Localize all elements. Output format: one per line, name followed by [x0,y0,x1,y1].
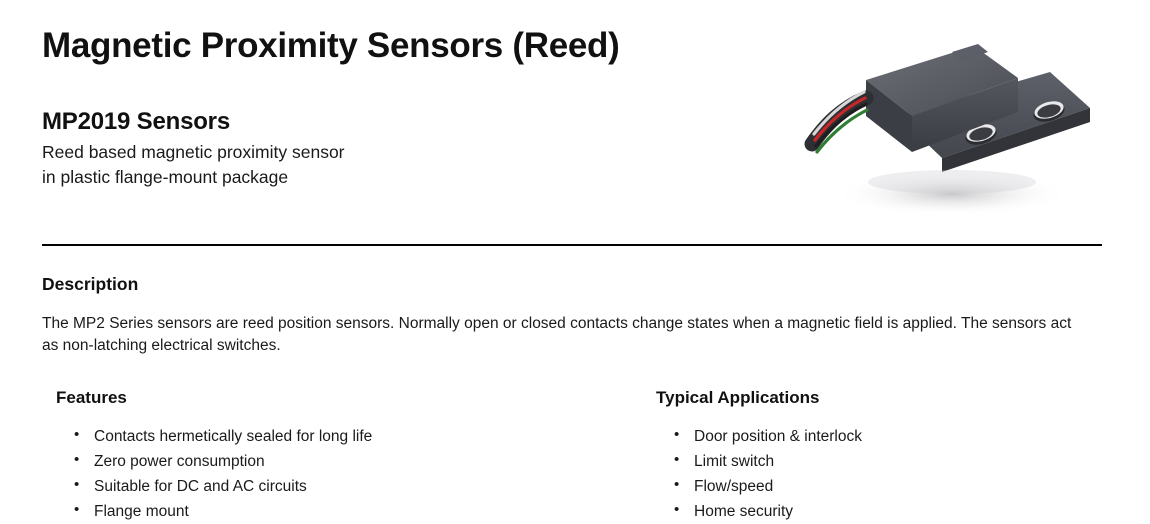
product-description-line-2: in plastic flange-mount package [42,167,289,188]
list-item: • Zero power consumption [56,449,656,474]
applications-list [656,424,1096,524]
description-text: The MP2 Series sensors are reed position sensors. Normally open or closed contacts change states when a magnetic field is applied. The sensors act as non-latching electrical switches. [42,315,1072,355]
list-item: • Suitable for DC and AC circuits [56,474,656,499]
list-item: • Contacts hermetically sealed for long life [56,424,656,449]
product-name: MP2019 Sensors [42,108,230,136]
features-applications-columns [56,388,1096,524]
applications-heading: Typical Applications [656,388,820,407]
list-item: • Flange mount [56,499,656,524]
list-item: • Limit switch [656,449,1096,474]
list-item: • Home security [656,499,1096,524]
applications-column [656,388,1096,524]
list-item: • Flow/speed [656,474,1096,499]
page-title: Magnetic Proximity Sensors (Reed) [42,26,620,65]
reed-sensor-photo [802,12,1102,222]
header-divider [42,244,1102,246]
features-list [56,424,656,524]
description-section [42,274,1072,358]
list-item: • Door position & interlock [656,424,1096,449]
description-heading: Description [42,274,139,294]
product-description-line-1: Reed based magnetic proximity sensor [42,142,345,163]
features-heading: Features [56,388,127,407]
features-column [56,388,656,524]
